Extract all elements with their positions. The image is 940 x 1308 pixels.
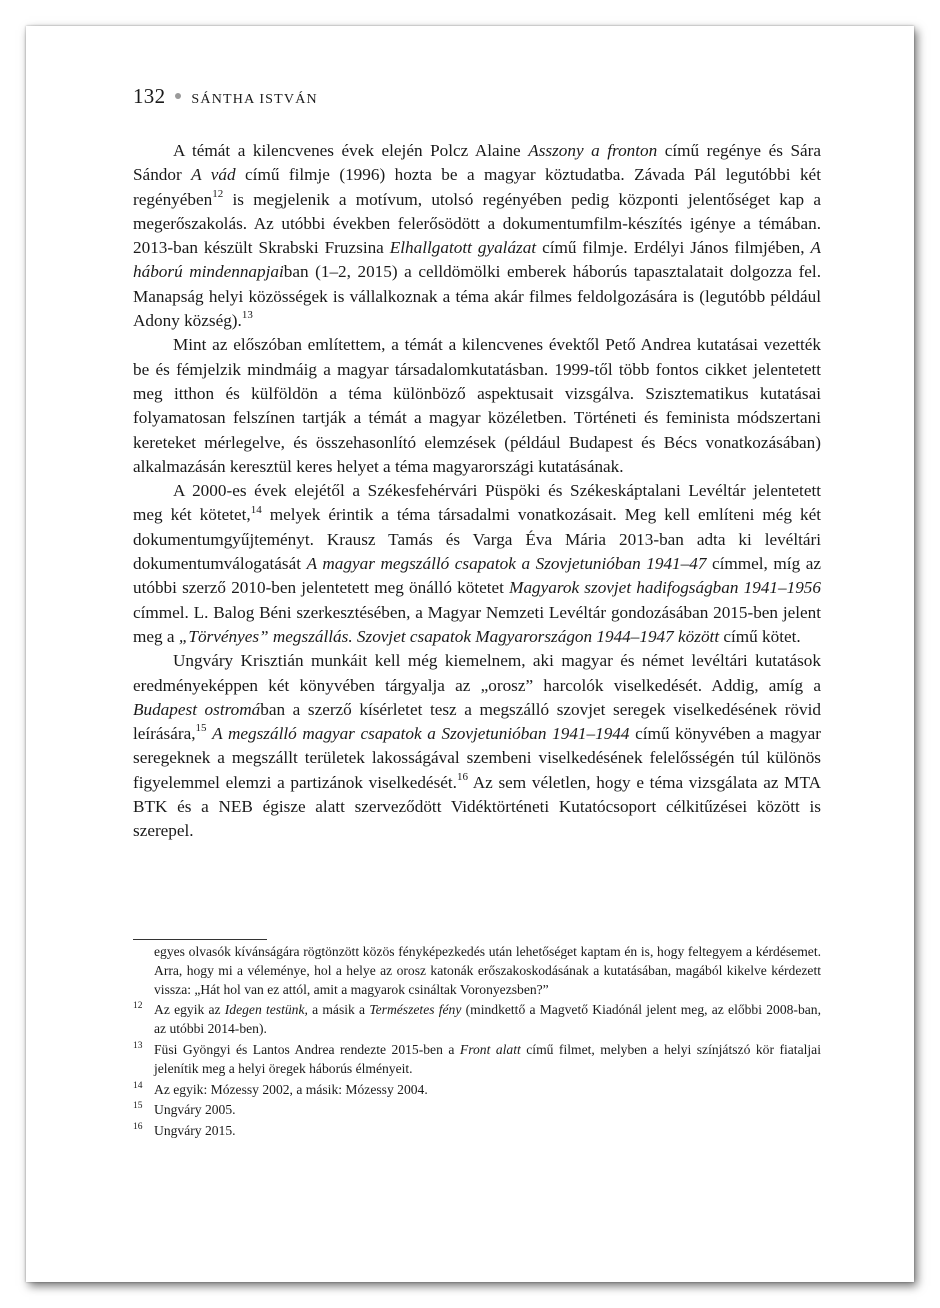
- footnote-number: 13: [133, 1040, 143, 1051]
- italic-title: Magyarok szovjet hadifogságban 1941–1956: [509, 578, 821, 598]
- italic-title: Idegen testünk,: [224, 1002, 308, 1018]
- footnote-reference: 13: [241, 309, 253, 322]
- italic-title: Budapest ostromá: [133, 699, 261, 719]
- italic-title: A magyar megszálló csapatok a Szovjetunióban 1941–47: [306, 554, 707, 574]
- footnote-text: Az egyik az Idegen testünk, a másik a Természetes fény (mindkettő a Magvető Kiadónál jelent meg, az előbbi 2008-ban, az utóbbi 2014-ben).: [154, 1002, 821, 1037]
- running-head-author: SÁNTHA ISTVÁN: [191, 92, 318, 107]
- footnote-reference: 14: [250, 503, 262, 516]
- footnote: [133, 1001, 821, 1039]
- footnote-number: 15: [133, 1101, 143, 1112]
- italic-title: A megszálló magyar csapatok a Szovjetunióban 1941–1944: [212, 724, 630, 744]
- italic-title: A háború mindennapjai: [133, 238, 821, 282]
- italic-title: Természetes fény: [369, 1002, 462, 1018]
- footnote-reference: 15: [195, 722, 207, 735]
- footnote-number: 14: [133, 1080, 143, 1091]
- footnote-text: Ungváry 2015.: [154, 1123, 236, 1139]
- paragraph: A témát a kilencvenes évek elején Polcz Alaine Asszony a fronton című regénye és Sára Sándor A vád című filmje (1996) hozta be a magyar köztudatba. Závada Pál legutóbbi két regényében$^{12}$ is megjelenik a motívum, utolsó regényében pedig központi jelentőséget kap a megerőszakolás. Az utóbbi években felerősödött a dokumentumfilm-készítés igénye a témában. 2013-ban készült Skrabski Fruzsina Elhallgatott gyalázat című filmje. Erdélyi János filmjében, A háború mindennapjaiban (1–2, 2015) a celldömölki emberek háborús tapasztalatait dolgozza fel. Manapság helyi közösségek is vállalkoznak a téma akár filmes feldolgozására is (legutóbb például Adony község).$^{13}$: [133, 141, 821, 331]
- italic-title: A vád: [191, 165, 236, 185]
- paragraph: A 2000-es évek elejétől a Székesfehérvári Püspöki és Székeskáptalani Levéltár jelentetett meg két kötetet,$^{14}$ melyek érintik a téma társadalmi vonatkozásait. Meg kell említeni még két dokumentumgyűjteményt. Krausz Tamás és Varga Éva Mária 2013-ban adta ki levéltári dokumentumválogatását A magyar megszálló csapatok a Szovjetunióban 1941–47 címmel, míg az utóbbi szerző 2010-ben jelentetett meg önálló kötetet Magyarok szovjet hadifogságban 1941–1956 címmel. L. Balog Béni szerkesztésében, a Magyar Nemzeti Levéltár gondozásában 2015-ben jelent meg a „Törvényes” megszállás. Szovjet csapatok Magyarországon 1944–1947 között című kötet.: [133, 481, 822, 646]
- running-header: [133, 84, 318, 109]
- footnote-reference: 12: [212, 187, 224, 200]
- footnotes: [133, 943, 821, 1143]
- footnote-text: Az egyik: Mózessy 2002, a másik: Mózessy 2004.: [154, 1081, 428, 1097]
- footnote-number: 16: [133, 1122, 143, 1133]
- footnote: [133, 1081, 821, 1100]
- footnote: [133, 1122, 821, 1141]
- body-text: [133, 139, 821, 844]
- paragraph: Mint az előszóban említettem, a témát a kilencvenes évektől Pető Andrea kutatásai vezették be és fémjelzik mindmáig a magyar társadalomkutatásban. 1999-től több fontos cikket jelentetett meg itthon és külföldön a téma különböző aspektusait vizsgálva. Szisztematikus kutatásai folyamatosan felszínen tartják a témát a magyar közéletben. Történeti és feminista módszertani kereteket mérlegelve, és összehasonlító elemzések (például Budapest és Bécs vonatkozásában) alkalmazásán keresztül keres helyet a téma magyarországi kutatásának.: [133, 335, 821, 476]
- italic-title: Front alatt: [459, 1041, 521, 1057]
- footnote-reference: 16: [456, 770, 468, 783]
- footnote: [133, 1101, 821, 1120]
- footnote-text: Ungváry 2005.: [154, 1102, 236, 1118]
- book-page: [26, 26, 914, 1282]
- italic-title: „Törvényes” megszállás. Szovjet csapatok Magyarországon 1944–1947 között: [178, 626, 720, 646]
- paragraph: Ungváry Krisztián munkáit kell még kiemelnem, aki magyar és német levéltári kutatások eredményeképpen két könyvében tárgyalja az „orosz” harcolók viselkedését. Addig, amíg a Budapest ostromában a szerző kísérletet tesz a megszálló szovjet seregek viselkedésének rövid leírására,$^{15}$ A megszálló magyar csapatok a Szovjetunióban 1941–1944 című könyvében a magyar seregeknek a megszállt területek lakosságával szembeni viselkedésének felelősségén túl különös figyelemmel elemzi a partizánok viselkedését.$^{16}$ Az sem véletlen, hogy e téma vizsgálata az MTA BTK és a NEB égisze alatt szerveződött Vidéktörténeti Kutatócsoport célkitűzései között is szerepel.: [133, 651, 821, 841]
- footnote-number: 12: [133, 1001, 143, 1012]
- separator-dot: [175, 93, 181, 99]
- footnote-separator: [133, 939, 267, 940]
- italic-title: Elhallgatott gyalázat: [389, 238, 537, 258]
- footnote: [133, 1041, 821, 1079]
- italic-title: Asszony a fronton: [528, 141, 658, 160]
- footnote-text: Füsi Gyöngyi és Lantos Andrea rendezte 2015-ben a Front alatt című filmet, melyben a helyi színjátszó kör fiataljai jelenítik meg a helyi öregek háborús élményeit.: [154, 1041, 821, 1076]
- footnote-continuation: egyes olvasók kívánságára rögtönzött közös fényképezkedés után lehetőséget kaptam én is, hogy feltegyem a kérdésemet. Arra, hogy mi a véleménye, hol a helye az orosz katonák erőszakoskodásának a kutatásában, magából kikelve kérdezett vissza: „Hát hol van ez attól, amit a magyarok csináltak Voronyezsben?”: [154, 944, 821, 997]
- page-number: 132: [133, 84, 166, 108]
